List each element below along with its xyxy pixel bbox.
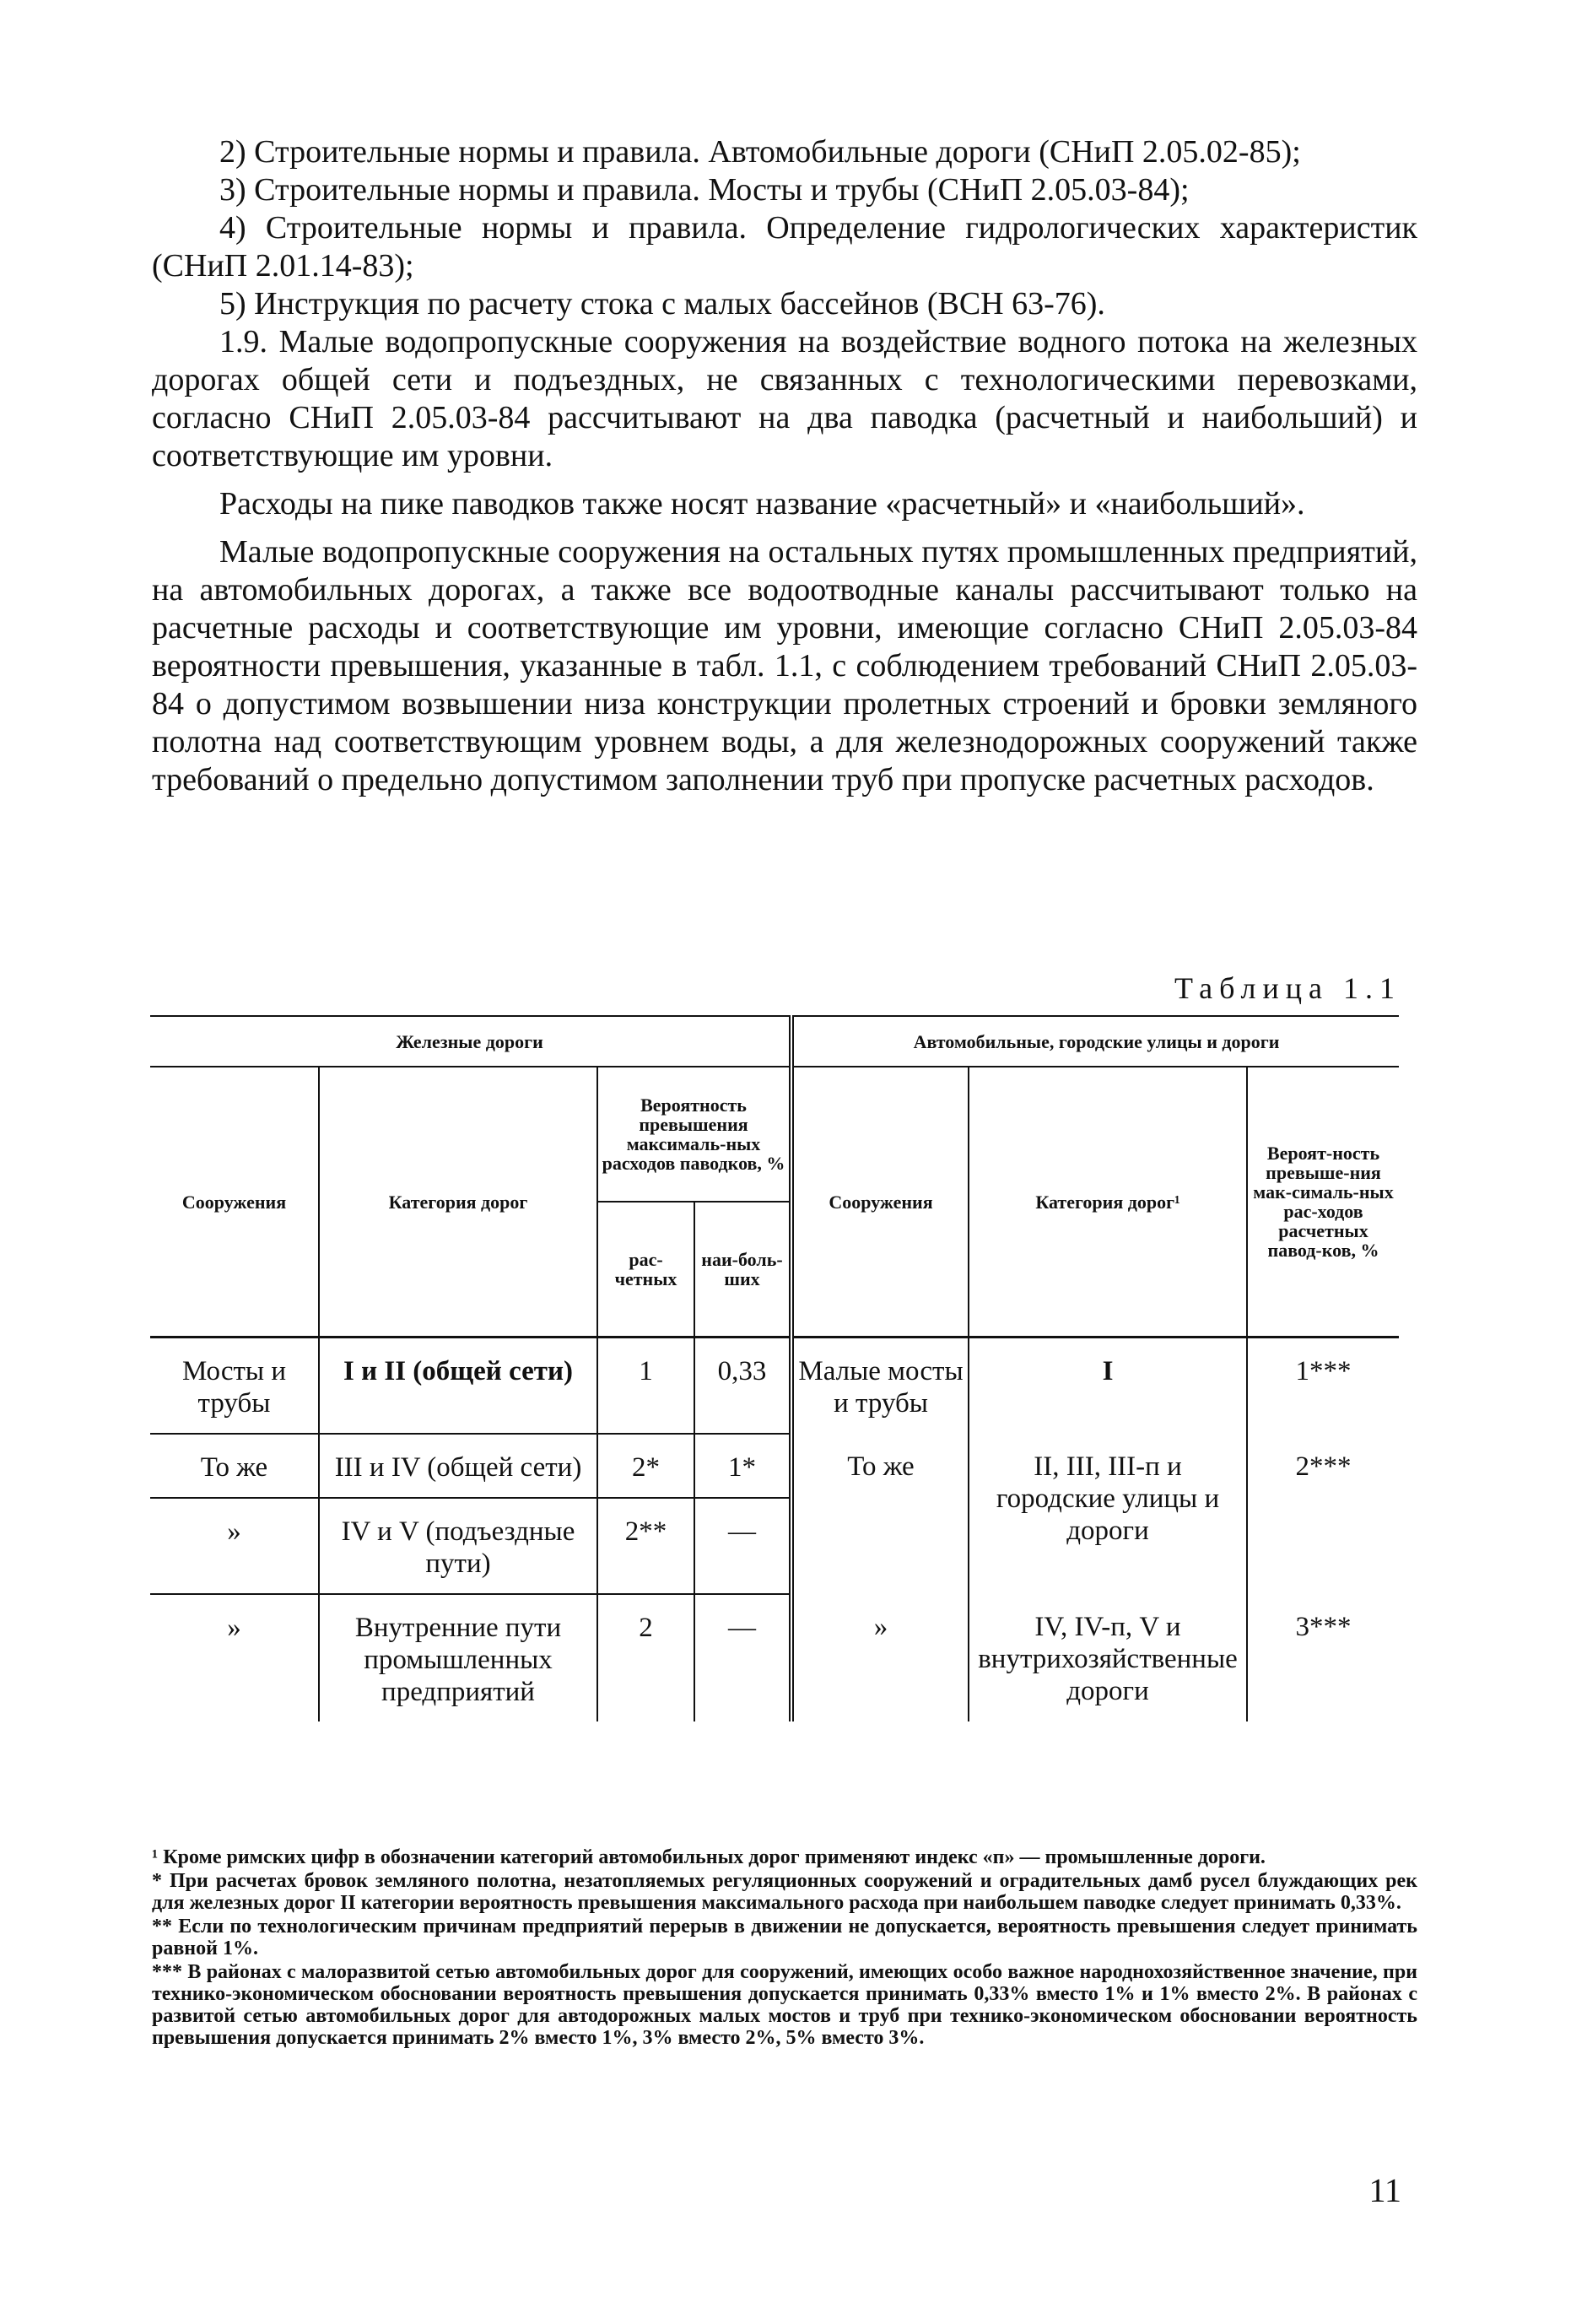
footnotes xyxy=(152,1846,1417,2051)
rail-category-cell: III и IV (общей сети) xyxy=(319,1434,597,1498)
body-text xyxy=(152,133,1417,799)
auto-category-cell: II, III, III-п и городские улицы и дороги xyxy=(969,1434,1247,1594)
auto-probability-cell: 1*** xyxy=(1247,1338,1399,1435)
footnote-index: ¹ Кроме римских цифр в обозначении категорий автомобильных дорог применяют индекс «п» — промышленные дороги. xyxy=(152,1846,1266,1868)
rail-calc-cell: 2 xyxy=(597,1594,694,1721)
table-row xyxy=(150,1594,1399,1721)
paragraph-flood-names: Расходы на пике паводков также носят название «расчетный» и «наибольший». xyxy=(219,486,1305,522)
footnote-star-3: *** В районах с малоразвитой сетью автомобильных дорог для сооружений, имеющих особо важное народнохозяйственное значение, при технико-экономическом обосновании вероятность превышения допускается принимать 0,33% вместо 1% и 1% вместо 2%. В районах с развитой сетью автомобильных дорог для автодорожных малых мостов и труб при технико-экономическом обосновании вероятность превышения допускается принимать 2% вместо 1%, 3% вместо 2%, 5% вместо 3%. xyxy=(152,1961,1417,2049)
rail-category-cell: IV и V (подъездные пути) xyxy=(319,1498,597,1594)
paragraph-1-9: 1.9. Малые водопропускные сооружения на воздействие водного потока на железных дорогах общей сети и подъездных, не связанных с технологическими перевозками, согласно СНиП 2.05.03-84 рассчитывают на два паводка (расчетный и наибольший) и соответствующие им уровни. xyxy=(152,324,1417,473)
paragraph-ref-5: 5) Инструкция по расчету стока с малых бассейнов (ВСН 63-76). xyxy=(219,286,1105,322)
paragraph-ref-4: 4) Строительные нормы и правила. Определение гидрологических характеристик (СНиП 2.01.14-83); xyxy=(152,210,1417,284)
auto-col-category: Категория дорог¹ xyxy=(969,1067,1247,1338)
rail-col-max: наи-боль-ших xyxy=(694,1202,791,1338)
rail-structure-cell: » xyxy=(150,1498,319,1594)
rail-col-calc: рас-четных xyxy=(597,1202,694,1338)
table-row xyxy=(150,1338,1399,1435)
table-caption: Таблица 1.1 xyxy=(1174,971,1401,1005)
table-row xyxy=(150,1434,1399,1498)
rail-structure-cell: То же xyxy=(150,1434,319,1498)
auto-structure-cell: Малые мосты и трубы xyxy=(791,1338,969,1435)
footnote-star-1: * При расчетах бровок земляного полотна, незатопляемых регуляционных сооружений и оградительных дамб русел блуждающих рек для железных дорог II категории вероятность превышения максимального расхода при наибольшем паводке следует принимать 0,33%. xyxy=(152,1870,1417,1914)
rail-col-probability: Вероятность превышения максималь-ных расходов паводков, % xyxy=(597,1067,791,1202)
rail-max-cell: — xyxy=(694,1498,791,1594)
auto-col-probability: Вероят-ность превыше-ния мак-сималь-ных рас-ходов расчетных павод-ков, % xyxy=(1247,1067,1399,1338)
page-number: 11 xyxy=(1368,2171,1401,2209)
auto-col-structures: Сооружения xyxy=(791,1067,969,1338)
auto-probability-cell: 2*** xyxy=(1247,1434,1399,1594)
rail-col-structures: Сооружения xyxy=(150,1067,319,1338)
paragraph-small-structures: Малые водопропускные сооружения на остальных путях промышленных предприятий, на автомобильных дорогах, а также все водоотводные каналы рассчитывают только на расчетные расходы и соответствующие им уровни, имеющие согласно СНиП 2.05.03-84 вероятности превышения, указанные в табл. 1.1, с соблюдением требований СНиП 2.05.03-84 о допустимом возвышении низа конструкции пролетных строений и бровки земляного полотна над соответствующим уровнем воды, а для железнодорожных сооружений также требований о предельно допустимом заполнении труб при пропуске расчетных расходов. xyxy=(152,534,1417,797)
rail-max-cell: — xyxy=(694,1594,791,1721)
rail-col-category: Категория дорог xyxy=(319,1067,597,1338)
rail-category-cell: Внутренние пути промышленных предприятий xyxy=(319,1594,597,1721)
rail-category-cell: I и II (общей сети) xyxy=(319,1338,597,1435)
paragraph-ref-3: 3) Строительные нормы и правила. Мосты и трубы (СНиП 2.05.03-84); xyxy=(219,172,1190,208)
rail-header: Железные дороги xyxy=(150,1016,791,1067)
paragraph-ref-2: 2) Строительные нормы и правила. Автомобильные дороги (СНиП 2.05.02-85); xyxy=(219,134,1301,170)
rail-structure-cell: » xyxy=(150,1594,319,1721)
auto-category-cell: IV, IV-п, V и внутрихозяйственные дороги xyxy=(969,1594,1247,1721)
rail-max-cell: 1* xyxy=(694,1434,791,1498)
table-1-1 xyxy=(150,1015,1399,1721)
footnote-star-2: ** Если по технологическим причинам предприятий перерыв в движении не допускается, вероятность превышения следует принимать равной 1%. xyxy=(152,1916,1417,1959)
auto-structure-cell: То же xyxy=(791,1434,969,1594)
auto-structure-cell: » xyxy=(791,1594,969,1721)
auto-category-cell: I xyxy=(969,1338,1247,1435)
auto-header: Автомобильные, городские улицы и дороги xyxy=(791,1016,1399,1067)
rail-max-cell: 0,33 xyxy=(694,1338,791,1435)
rail-calc-cell: 2** xyxy=(597,1498,694,1594)
rail-calc-cell: 1 xyxy=(597,1338,694,1435)
rail-structure-cell: Мосты и трубы xyxy=(150,1338,319,1435)
rail-calc-cell: 2* xyxy=(597,1434,694,1498)
auto-probability-cell: 3*** xyxy=(1247,1594,1399,1721)
